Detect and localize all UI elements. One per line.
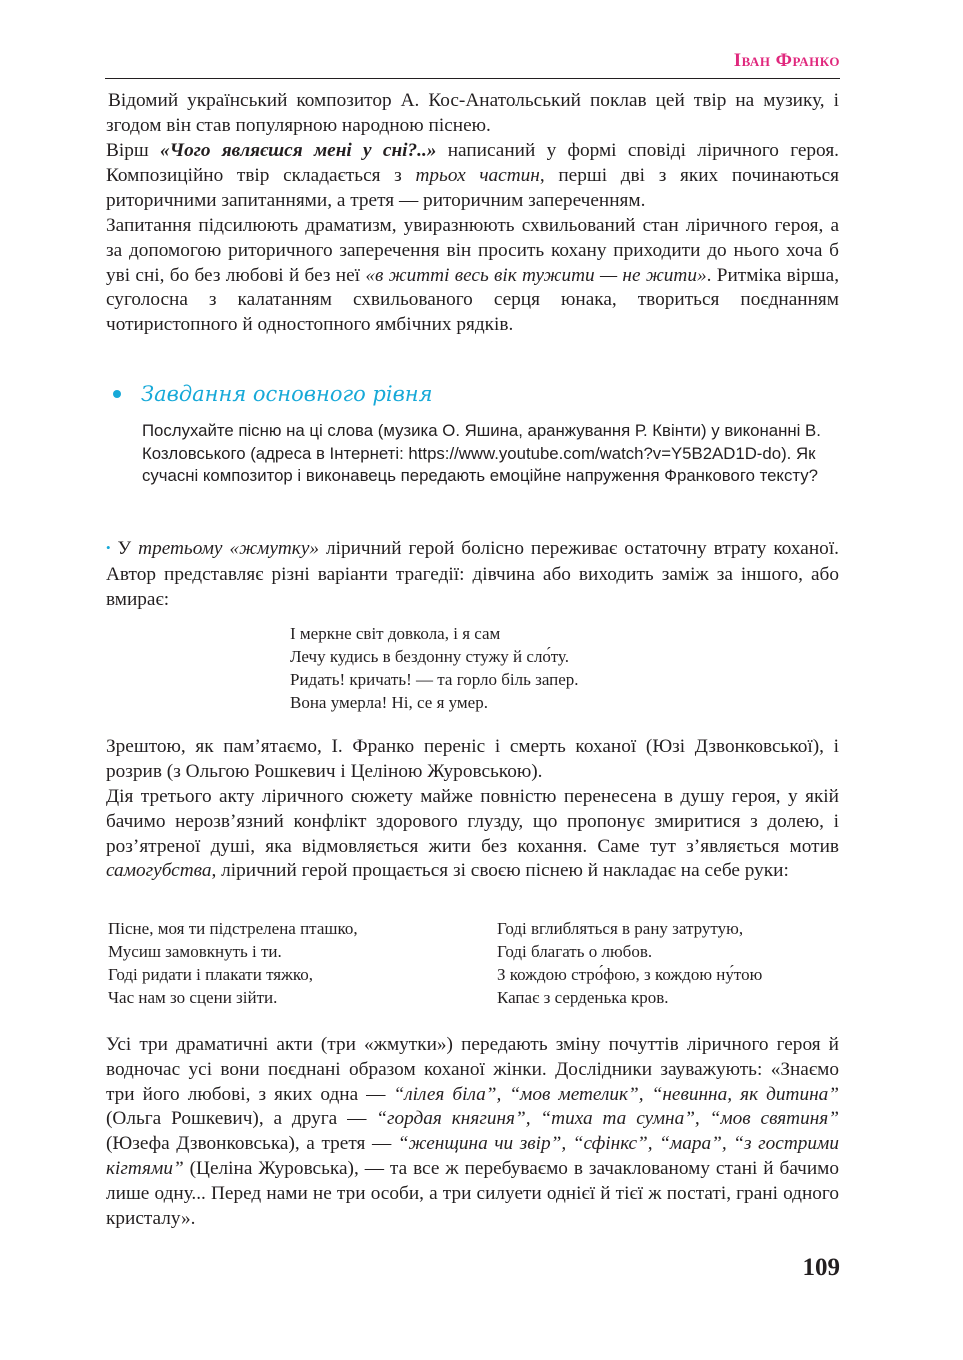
paragraph-questions [106, 214, 839, 338]
poem-line: Вона умерла! Ні, се я умер. [290, 693, 488, 712]
quote-yuzefa: “гордая княгиня”, “тиха та сумна”, “мов святиня” [376, 1108, 839, 1130]
poem-excerpt-2-right [497, 917, 762, 1009]
paragraph-third-act [106, 785, 839, 884]
text: У [110, 538, 139, 559]
paragraph-intro [106, 89, 839, 139]
paragraph-three-acts [106, 1033, 839, 1231]
term-third-bundle: третьому «жмутку» [138, 538, 320, 559]
paragraph-poem-form [106, 139, 839, 213]
text: Запитання підсилюють драматизм, увиразнюють схвильований стан ліричного героя, а за допомогою риторичного заперечення він просить кохану приходити до нього хоча б уві сні, бо без любові й без неї [106, 215, 839, 286]
poem-line: Годі ридати і плакати тяжко, [108, 965, 313, 984]
quote-olga: “лілея біла”, “мов метелик”, “невинна, як дитина” [393, 1083, 840, 1105]
text: , перші дві з яких починаються риторичними запитаннями, а третя — риторичним запереченням. [106, 164, 840, 211]
text: Дія третього акту ліричного сюжету майже повністю перенесена в душу героя, у якій бачимо нерозв’язний конфлікт здорового глузду, що пропонує змиритися з долею, і роз’ятреної душі, яка відмовляється жити без кохання. Саме тут з’являється мотив [106, 786, 839, 857]
poem-line: Капає з серденька кров. [497, 988, 669, 1007]
term-three-parts: трьох частин [415, 164, 540, 186]
poem-line: І меркне світ довкола, і я сам [290, 624, 501, 643]
header-title: Іван Франко [733, 50, 840, 71]
page-number: 109 [802, 1254, 840, 1281]
poem-line: З кождою стро́фою, з кождою ну́тою [497, 965, 763, 984]
poem-line: Лечу кудись в бездонну стужу й сло́ту. [290, 647, 569, 666]
task-heading [113, 382, 433, 406]
term-suicide: самогубства [106, 860, 212, 882]
paragraph-text: Відомий український композитор А. Кос-Анатольський поклав цей твір на музику, і згодом він став популярною народною піснею. [106, 90, 839, 136]
task-heading-text: Завдання основного рівня [141, 382, 433, 406]
text: Усі три драматичні акти (три «жмутки») передають зміну почуттів ліричного героя й водночас усі вони поєднані образом коханої жінки. Дослідники зауважують: «Знаємо три його любові, з яких одна — [106, 1034, 839, 1105]
poem-line: Час нам зо сцени зійти. [108, 988, 278, 1007]
poem-line: Годі вглибляться в рану затрутую, [497, 919, 744, 938]
bullet-icon [113, 390, 121, 398]
poem-title: «Чого являєшся мені у сні?..» [160, 140, 437, 161]
text: (Целіна Журовська), — та все ж перебуваємо в зачаклованому стані й бачимо лише одну... Перед нами не три особи, а три силуети однієї й тієї ж постаті, грані одного кристалу». [106, 1157, 839, 1229]
task-body: Послухайте пісню на ці слова (музика О. Яшина, аранжування Р. Квінти) у виконанні В. Козловського (адреса в Інтернеті: https://www.youtube.com/watch?v=Y5B2AD1D-do). Як сучасні композитор і виконавець передають емоційне напруження Франкового тексту? [142, 421, 821, 485]
poem-excerpt-1 [290, 622, 579, 714]
poem-line: Пісне, моя ти підстрелена пташко, [108, 919, 358, 938]
quote-life: «в житті весь вік тужити — не жити» [365, 264, 707, 286]
paragraph-third-bundle [106, 537, 839, 612]
text: (Юзефа Дзвонковська), а третя — [106, 1133, 398, 1155]
text: , ліричний герой прощається зі своєю піснею й накладає на себе руки: [211, 860, 789, 882]
poem-line: Ридать! кричать! — та горло біль запер. [290, 670, 579, 689]
text: (Ольга Рошкевич), а друга — [106, 1108, 377, 1130]
running-header [105, 50, 840, 79]
text: . Ритміка вірша, суголосна з калатанням схвильованого серця юнака, твориться поєднанням чотиристопного й одностопного ямбічних рядків. [106, 264, 840, 336]
poem-excerpt-2-left [108, 917, 358, 1009]
text: Вірш [106, 140, 160, 161]
bullet-icon: • [106, 540, 111, 555]
poem-line: Мусиш замовкнуть і ти. [108, 942, 282, 961]
poem-line: Годі благать о любов. [497, 942, 653, 961]
text: написаний у формі сповіді ліричного героя. Композиційно твір складається з [106, 140, 840, 186]
text: ліричний герой болісно переживає остаточну втрату коханої. Автор представляє різні варіанти трагедії: дівчина або виходить заміж за іншого, або вмирає: [106, 538, 839, 610]
quote-tselina: “женщина чи звір”, “сфінкс”, “мара”, “з гострими кігтями” [106, 1133, 839, 1179]
paragraph-conclusion [106, 735, 839, 785]
text: Зрештою, як пам’ятаємо, І. Франко переніс і смерть коханої (Юзі Дзвонковської), і розрив (з Ольгою Рошкевич і Целіною Журовською). [106, 736, 839, 782]
